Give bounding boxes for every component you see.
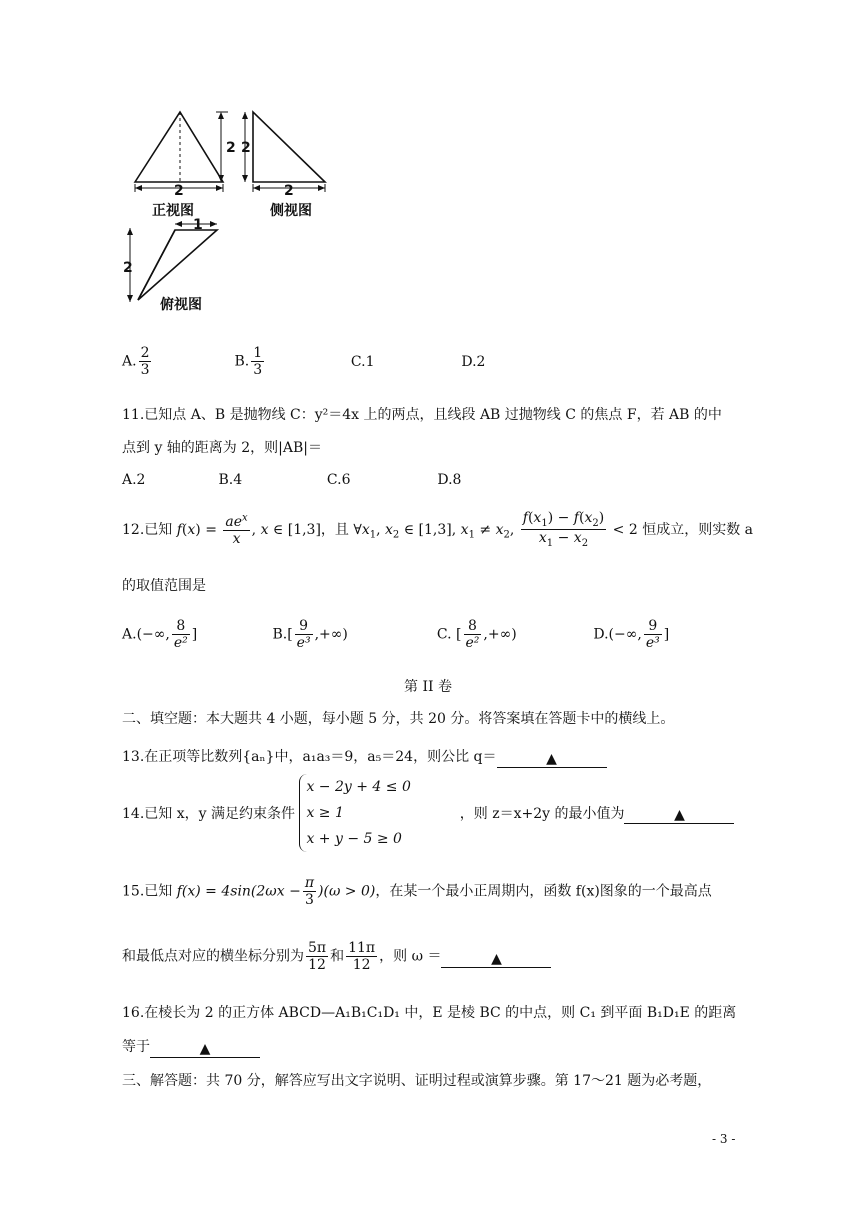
q12-line1: 12.已知 f(x) = $\frac{ae^x}{x}$ , x ∈ [1,3]，且 $\forall x_1$, $x_2$ ∈ [1,3], $x_1 \ne x_2$, $\frac{f(x_1) - f(x_2)}{x_1 - x_2}$ < 2 恒成立，则实数 a bbox=[122, 510, 753, 550]
q16-line1: 16.在棱长为 2 的正方体 ABCD—A₁B₁C₁D₁ 中，E 是棱 BC 的中点，则 C₁ 到平面 B₁D₁E 的距离 bbox=[122, 1005, 737, 1021]
q12-line2: 的取值范围是 bbox=[122, 578, 206, 594]
section2-heading: 二、填空题：本大题共 4 小题，每小题 5 分，共 20 分。将答案填在答题卡中的横线上。 bbox=[122, 711, 675, 727]
q11-options bbox=[122, 472, 461, 488]
q14-answer-blank[interactable]: ▲ bbox=[624, 807, 734, 824]
q12-option-d[interactable]: D.(−∞, $\frac{9}{\text{e³}}$ ] bbox=[593, 618, 670, 652]
top-view-label: 俯视图 bbox=[160, 297, 202, 313]
q13-answer-blank[interactable]: ▲ bbox=[497, 751, 607, 768]
q15-line1: 15.已知 f(x) = 4sin(2ωx − $\frac{\pi}{3}$ )(ω > 0)，在某一个最小正周期内，函数 f(x)图象的一个最高点 bbox=[122, 875, 712, 909]
q12-option-a[interactable]: A.(−∞, $\frac{8}{\text{e²}}$ ] bbox=[122, 618, 198, 652]
q11-option-d[interactable]: D.8 bbox=[437, 472, 462, 488]
q11-line2: 点到 y 轴的距离为 2，则|AB|＝ bbox=[122, 440, 322, 456]
q10-options bbox=[122, 345, 485, 378]
front-view-label: 正视图 bbox=[152, 203, 194, 219]
q13: 13.在正项等比数列{aₙ}中，a₁a₃＝9，a₅＝24，则公比 q＝ ▲ bbox=[122, 746, 607, 766]
q15-answer-blank[interactable]: ▲ bbox=[441, 951, 551, 968]
q16-line2: 等于 ▲ bbox=[122, 1036, 260, 1056]
q12-option-c[interactable]: C. [ $\frac{8}{\text{e²}}$ ,+∞) bbox=[436, 618, 517, 652]
q11-option-a[interactable]: A.2 bbox=[122, 472, 146, 488]
q10-option-a[interactable]: A. $\frac{2}{3}$ bbox=[122, 345, 150, 379]
dim-front-height: 2 bbox=[226, 140, 236, 156]
q10-option-b[interactable]: B. $\frac{1}{3}$ bbox=[234, 345, 263, 379]
q14-constraints: x − 2y + 4 ≤ 0 x ≥ 1 x + y − 5 ≥ 0 bbox=[299, 774, 410, 852]
dim-side-height: 2 bbox=[241, 140, 251, 156]
dim-top-height: 2 bbox=[123, 260, 133, 276]
q11-option-b[interactable]: B.4 bbox=[218, 472, 243, 488]
q11-line1: 11.已知点 A、B 是抛物线 C：y²＝4x 上的两点，且线段 AB 过抛物线 C 的焦点 F，若 AB 的中 bbox=[122, 407, 722, 423]
q16-answer-blank[interactable]: ▲ bbox=[150, 1041, 260, 1058]
section2-title: 第 II 卷 bbox=[404, 679, 452, 695]
q15-line2: 和最低点对应的横坐标分别为 $\frac{5\pi}{12}$ 和 $\frac{11\pi}{12}$ ，则 ω ＝ ▲ bbox=[122, 940, 551, 973]
q12-option-b[interactable]: B.[ $\frac{9}{\text{e³}}$ ,+∞) bbox=[272, 618, 348, 652]
dim-side-width: 2 bbox=[284, 183, 294, 199]
section3-heading: 三、解答题：共 70 分，解答应写出文字说明、证明过程或演算步骤。第 17～21 题为必考题， bbox=[122, 1073, 712, 1089]
q12-options bbox=[122, 618, 669, 651]
side-view-label: 侧视图 bbox=[270, 203, 312, 219]
top-view bbox=[127, 221, 217, 302]
page-number: - 3 - bbox=[712, 1132, 736, 1146]
front-view bbox=[135, 112, 228, 192]
dim-front-width: 2 bbox=[174, 183, 184, 199]
q11-option-c[interactable]: C.6 bbox=[326, 472, 351, 488]
dim-top-width: 1 bbox=[193, 217, 203, 233]
q10-option-c[interactable]: C.1 bbox=[350, 353, 375, 370]
side-view bbox=[242, 112, 325, 192]
q14: 14.已知 x，y 满足约束条件 x − 2y + 4 ≤ 0 x ≥ 1 x + y − 5 ≥ 0 ，则 z＝x+2y 的最小值为 ▲ bbox=[122, 774, 734, 852]
q10-option-d[interactable]: D.2 bbox=[461, 353, 486, 370]
three-view-figure bbox=[120, 100, 350, 320]
